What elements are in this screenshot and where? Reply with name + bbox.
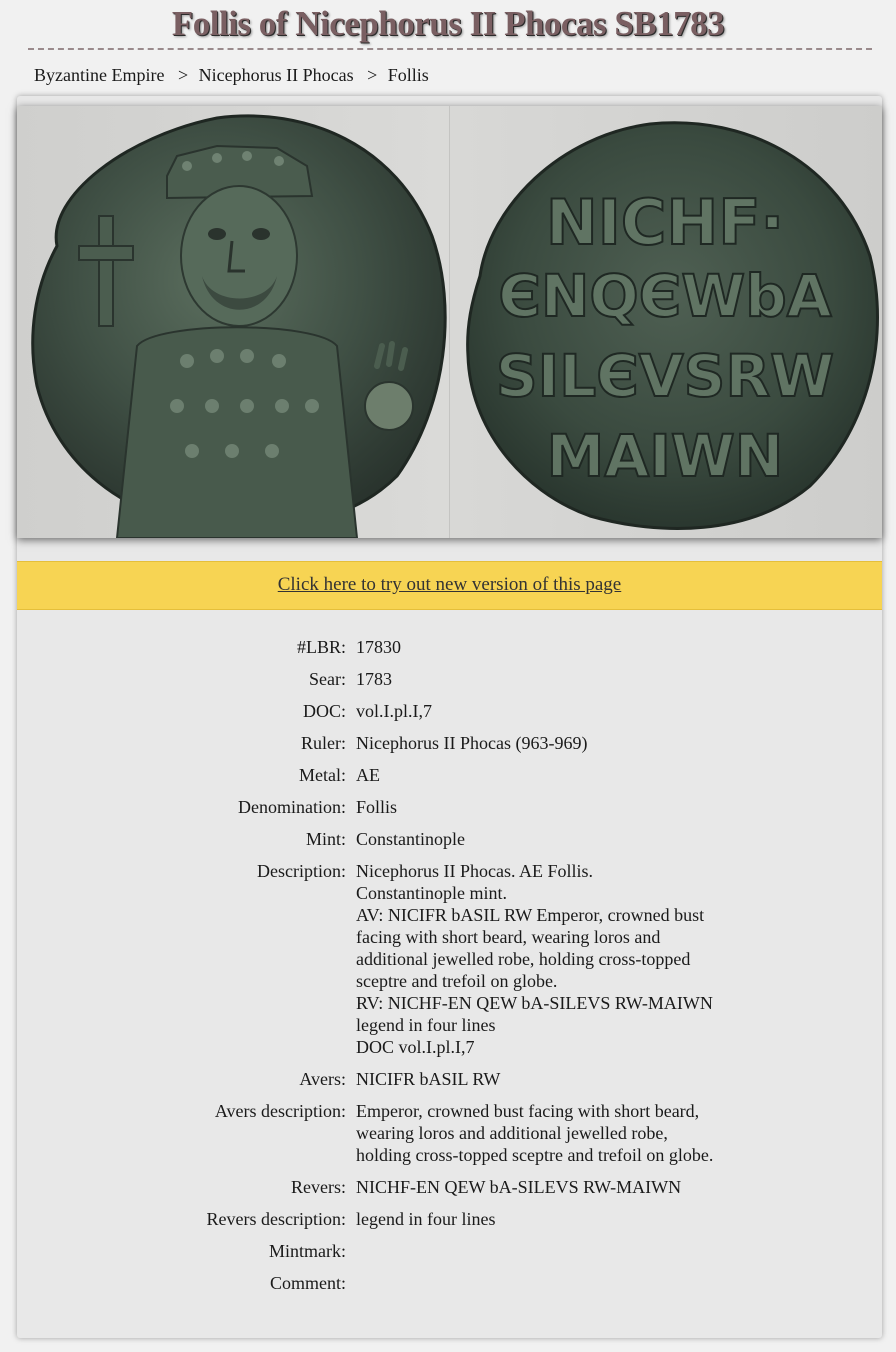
detail-value: 17830 [356, 637, 401, 657]
detail-value: Nicephorus II Phocas (963-969) [356, 733, 588, 753]
detail-label: Avers description: [214, 1101, 346, 1121]
title-divider [28, 48, 872, 50]
detail-label: Description: [257, 861, 346, 881]
detail-value: legend in four lines [356, 1209, 496, 1229]
breadcrumb-separator: > [367, 65, 378, 85]
detail-row-avers [0, 1068, 896, 1090]
detail-row-revers [0, 1176, 896, 1198]
detail-row-denomination [0, 796, 896, 818]
detail-value: 1783 [356, 669, 392, 689]
coin-photo[interactable] [17, 106, 882, 538]
reverse-legend-line-2: ЄNQЄWbA [498, 262, 832, 330]
breadcrumb-item-nicephorus-ii-phocas[interactable]: Nicephorus II Phocas [198, 65, 354, 85]
detail-row-doc [0, 700, 896, 722]
detail-value: vol.I.pl.I,7 [356, 701, 432, 721]
new-version-banner [17, 561, 882, 610]
detail-label: Avers: [299, 1069, 346, 1089]
detail-label: Comment: [270, 1273, 346, 1293]
detail-label: Denomination: [238, 797, 346, 817]
detail-label: #LBR: [296, 637, 346, 657]
coin-obverse-image [17, 106, 449, 538]
detail-value: AE [356, 765, 380, 785]
detail-row-comment [0, 1272, 896, 1294]
reverse-legend-line-3: SILЄVSRW [495, 342, 835, 410]
detail-row-avers-description [0, 1100, 896, 1166]
breadcrumb-separator: > [177, 65, 189, 85]
breadcrumb [34, 63, 429, 87]
detail-label: Ruler: [301, 733, 346, 753]
breadcrumb-item-follis[interactable]: Follis [387, 65, 429, 85]
page-title: Follis of Nicephorus II Phocas SB1783 [171, 4, 725, 43]
detail-row-revers-description [0, 1208, 896, 1230]
detail-label: Mint: [305, 829, 346, 849]
detail-value: Follis [356, 797, 398, 817]
detail-value: Constantinople [356, 829, 465, 849]
detail-row-metal [0, 764, 896, 786]
reverse-legend-line-1: NICHF· [545, 186, 785, 259]
detail-row-ruler [0, 732, 896, 754]
detail-value: Emperor, crowned bust facing with short beard, wearing loros and additional jewelled robe, holding cross-topped sceptre and trefoil on globe. [356, 1101, 714, 1165]
new-version-link[interactable]: Click here to try out new version of this page [277, 574, 622, 595]
reverse-legend-line-4: MAIWN [546, 422, 784, 490]
detail-label: Metal: [299, 765, 346, 785]
detail-value: NICHF-EN QEW bA-SILEVS RW-MAIWN [356, 1177, 682, 1197]
detail-row-sear [0, 668, 896, 690]
coin-reverse-image [450, 106, 882, 538]
detail-label: DOC: [302, 701, 346, 721]
detail-label: Revers: [291, 1177, 346, 1197]
coin-details [0, 636, 896, 1304]
detail-row-mint [0, 828, 896, 850]
detail-value: Nicephorus II Phocas. AE Follis. Constantinople mint. AV: NICIFR bASIL RW Emperor, crowned bust facing with short beard, wearing loros and additional jewelled robe, holding cross-topped sceptre and trefoil on globe. RV: NICHF-EN QEW bA-SILEVS RW-MAIWN legend in four lines DOC vol.I.pl.I,7 [356, 861, 713, 1057]
detail-row-description [0, 860, 896, 1058]
detail-label: Mintmark: [269, 1241, 346, 1261]
breadcrumb-item-byzantine-empire[interactable]: Byzantine Empire [34, 65, 165, 85]
detail-label: Sear: [309, 669, 346, 689]
detail-value: NICIFR bASIL RW [356, 1069, 501, 1089]
detail-row-mintmark [0, 1240, 896, 1262]
detail-label: Revers description: [206, 1209, 346, 1229]
detail-row-lbr [0, 636, 896, 658]
